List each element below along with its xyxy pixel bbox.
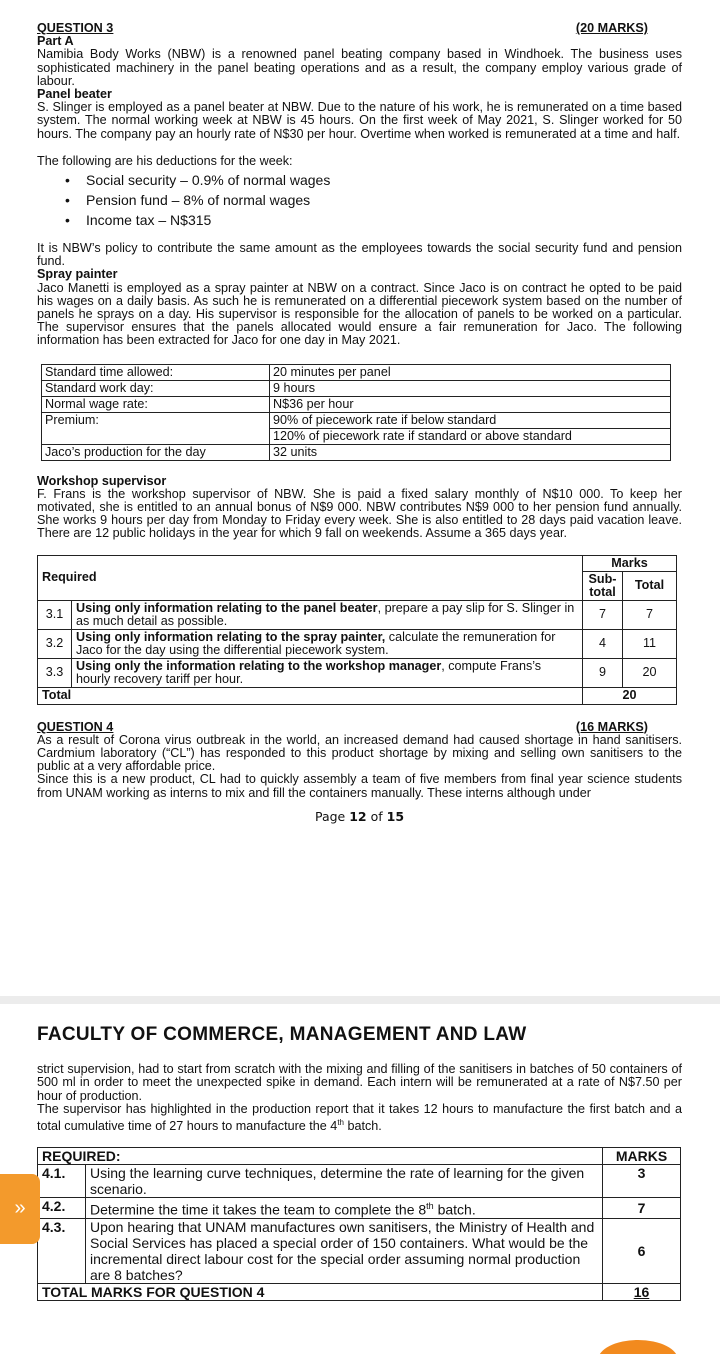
q4-text-3: strict supervision, had to start from scratch with the mixing and filling of the sanitisers in batches of 50 containers of 500 ml in order to meet the unexpected spike in demand. Each intern will be remunerated at a rate of N$7.50 per hour of production. [37,1062,682,1103]
page-13 [0,1004,720,1354]
workshop-supervisor-heading: Workshop supervisor [37,473,167,488]
marks-header: MARKS [603,1148,681,1165]
deductions-list [65,170,682,230]
q4-required-table [37,1147,681,1301]
question-4-continued [37,1024,682,1301]
table-row: Jaco’s production for the day 32 units [42,444,671,460]
table-row: 120% of piecework rate if standard or above standard [42,428,671,444]
question-3-marks: (20 MARKS) [575,21,648,35]
table-row: 3.1 Using only information relating to the panel beater, prepare a pay slip for S. Slinger in as much detail as possible. 7 7 [38,601,677,630]
q4-text-1: As a result of Corona virus outbreak in the world, an increased demand had caused shortage in hand sanitisers. Cardmium laboratory (“CL”) has responded to this product shortage by mixing and selling own sanitisers to the public at a very affordable price. [37,732,682,774]
table-row: Total 20 [38,688,677,705]
q4-text-2: Since this is a new product, CL had to quickly assembly a team of five members from final year science students from UNAM working as interns to mix and fill the containers manually. These interns although under [37,772,682,800]
deduction-item: • Income tax – N$315 [65,210,682,230]
spray-painter-heading: Spray painter [37,267,118,282]
table-row: 3.2 Using only information relating to the spray painter, calculate the remuneration for Jaco for the day using the differential piecework system. 4 11 [38,630,677,659]
table-row: 4.1. Using the learning curve techniques, determine the rate of learning for the given scenario. 3 [38,1165,681,1198]
deduction-item: • Pension fund – 8% of normal wages [65,190,682,210]
double-chevron-right-icon: » [14,1197,26,1220]
required-header: Required [38,555,583,601]
table-row: Normal wage rate: N$36 per hour [42,396,671,412]
table-row: Standard work day: 9 hours [42,380,671,396]
question-4-header [37,721,682,734]
spray-painter-text: Jaco Manetti is employed as a spray painter at NBW on a contract. Since Jaco is on contract he opted to be paid his wages on a daily basis. As such he is remunerated on a differential piecework system based on the number of panels he sprays on a day. His supervisor is responsible for the allocation of panels to be worked on a particular. The supervisor ensures that the panels allocated would ensure a fair remuneration for Jaco. The following information has been extracted for Jaco for one day in May 2021. [37,280,682,348]
question-4-marks: (16 MARKS) [575,719,648,734]
table-row: 3.3 Using only the information relating to the workshop manager, compute Frans’s hourly recovery tariff per hour. 9 20 [38,659,677,688]
table-row: Premium: 90% of piecework rate if below standard [42,412,671,428]
required-header: REQUIRED: [38,1148,603,1165]
expand-panel-button[interactable] [0,1174,40,1244]
table-row [38,555,677,572]
marks-header: Marks [583,555,677,572]
part-a-heading: Part A [37,34,74,49]
spray-painter-info-table [41,364,671,461]
deduction-item: • Social security – 0.9% of normal wages [65,170,682,190]
policy-text: It is NBW’s policy to contribute the same amount as the employees towards the social security fund and pension fund. [37,241,682,269]
table-row: Standard time allowed: 20 minutes per panel [42,364,671,380]
table-row: 4.2. Determine the time it takes the team to complete the 8th batch. 7 [38,1198,681,1219]
q3-intro: Namibia Body Works (NBW) is a renowned panel beating company based in Windhoek. The business uses sophisticated machinery in the panel beating operations and as a result, the company employ various grade of labour. [37,47,682,88]
table-row: TOTAL MARKS FOR QUESTION 4 16 [38,1284,681,1301]
table-row: 4.3. Upon hearing that UNAM manufactures own sanitisers, the Ministry of Health and Social Services has placed a special order of 150 containers. What would be the incremental direct labour cost for the special order assuming normal production are 8 batches? 6 [38,1219,681,1284]
faculty-header: FACULTY OF COMMERCE, MANAGEMENT AND LAW [37,1024,527,1045]
question-3-title: QUESTION 3 [37,21,114,35]
q4-text-4: The supervisor has highlighted in the production report that it takes 12 hours to manufacture the first batch and a total cumulative time of 27 hours to manufacture the 4th batch. [37,1101,682,1134]
q3-required-table [37,555,677,705]
question-4-title: QUESTION 4 [37,719,114,734]
workshop-supervisor-text: F. Frans is the workshop supervisor of NBW. She is paid a fixed salary monthly of N$10 000. To keep her motivated, she is entitled to an annual bonus of N$9 000. NBW contributes N$9 000 to her pension fund annually. She works 9 hours per day from Monday to Friday every week. She is also entitled to 28 days paid vacation leave. There are 12 public holidays in the year for which 9 fall on weekends. Assume a 365 days year. [37,486,682,541]
page-separator [0,996,720,1004]
table-row [38,1148,681,1165]
panel-beater-heading: Panel beater [37,87,112,102]
question-3-section [37,22,682,823]
panel-beater-text: S. Slinger is employed as a panel beater at NBW. Due to the nature of his work, he is remunerated on a time based system. The normal working week at NBW is 45 hours. On the first week of May 2021, S. Slinger worked for 50 hours. The company pay an hourly rate of N$30 per hour. Overtime when worked is remunerated at a time and half. [37,100,682,141]
total-header: Total [623,572,677,601]
question-3-header [37,22,682,35]
subtotal-header: Sub-total [583,572,623,601]
deductions-intro: The following are his deductions for the week: [37,153,293,168]
page-number: Page 12 of 15 [314,808,405,824]
